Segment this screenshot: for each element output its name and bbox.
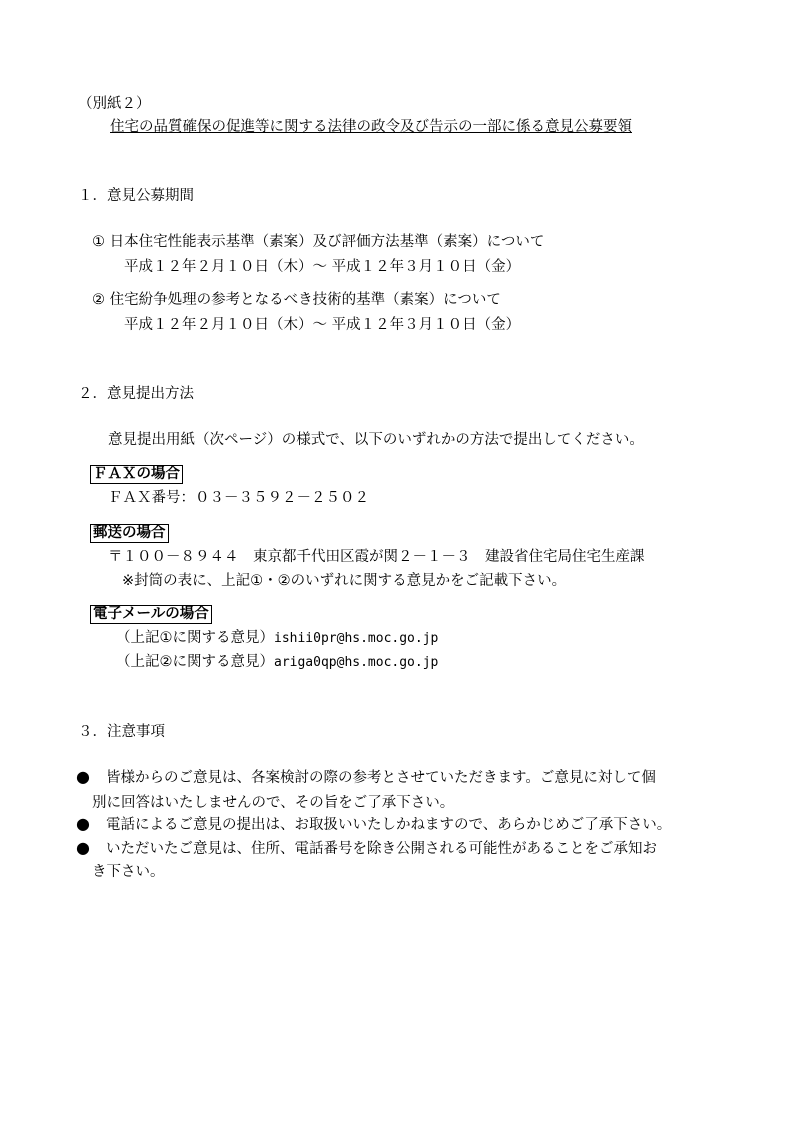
page-title: 住宅の品質確保の促進等に関する法律の政令及び告示の一部に係る意見公募要領: [110, 119, 632, 135]
period-item-1-dates: 平成１２年２月１０日（木）～ 平成１２年３月１０日（金）: [124, 259, 521, 275]
period-item-1-label: ① 日本住宅性能表示基準（素案）及び評価方法基準（素案）について: [92, 234, 545, 250]
section-3-heading: ３．注意事項: [78, 724, 165, 740]
note-1-line-1: 皆様からのご意見は、各案検討の際の参考とさせていただきます。ご意見に対して個: [106, 770, 656, 786]
email-address-2[interactable]: ariga0qp@hs.moc.go.jp: [274, 655, 439, 670]
bullet-icon: ●: [76, 767, 90, 786]
submission-intro: 意見提出用紙（次ページ）の様式で、以下のいずれかの方法で提出してください。: [108, 432, 644, 448]
note-3-line-1: いただいたご意見は、住所、電話番号を除き公開される可能性があることをご承知お: [106, 841, 657, 857]
note-2-line-1: 電話によるご意見の提出は、お取扱いいたしかねますので、あらかじめご了承下さい。: [106, 817, 672, 833]
email-line-2: [116, 652, 438, 673]
section-2-heading: ２．意見提出方法: [78, 386, 194, 402]
period-item-2-label: ② 住宅紛争処理の参考となるべき技術的基準（素案）について: [92, 292, 501, 308]
mail-address: 〒１００－８９４４ 東京都千代田区霞が関２－１－３ 建設省住宅局住宅生産課: [108, 549, 645, 565]
note-3-line-2: き下さい。: [92, 864, 165, 880]
bullet-icon: ●: [76, 814, 90, 833]
email-line-2-label: （上記②に関する意見）: [116, 654, 274, 670]
note-1-line-2: 別に回答はいたしませんので、その旨をご了承下さい。: [92, 795, 455, 811]
email-address-1[interactable]: ishii0pr@hs.moc.go.jp: [274, 631, 439, 646]
section-1-heading: １．意見公募期間: [78, 188, 194, 204]
fax-number: ＦＡＸ番号：０３－３５９２－２５０２: [108, 490, 369, 506]
mail-note: ※封筒の表に、上記①・②のいずれに関する意見かをご記載下さい。: [122, 573, 567, 589]
period-item-2-dates: 平成１２年２月１０日（木）～ 平成１２年３月１０日（金）: [124, 317, 521, 333]
annex-label: （別紙２）: [78, 96, 151, 112]
email-line-1: [116, 628, 438, 649]
email-heading: 電子メールの場合: [90, 605, 212, 624]
mail-heading: 郵送の場合: [90, 524, 169, 543]
bullet-icon: ●: [76, 838, 90, 857]
fax-heading: ＦＡＸの場合: [90, 465, 183, 484]
email-line-1-label: （上記①に関する意見）: [116, 630, 274, 646]
